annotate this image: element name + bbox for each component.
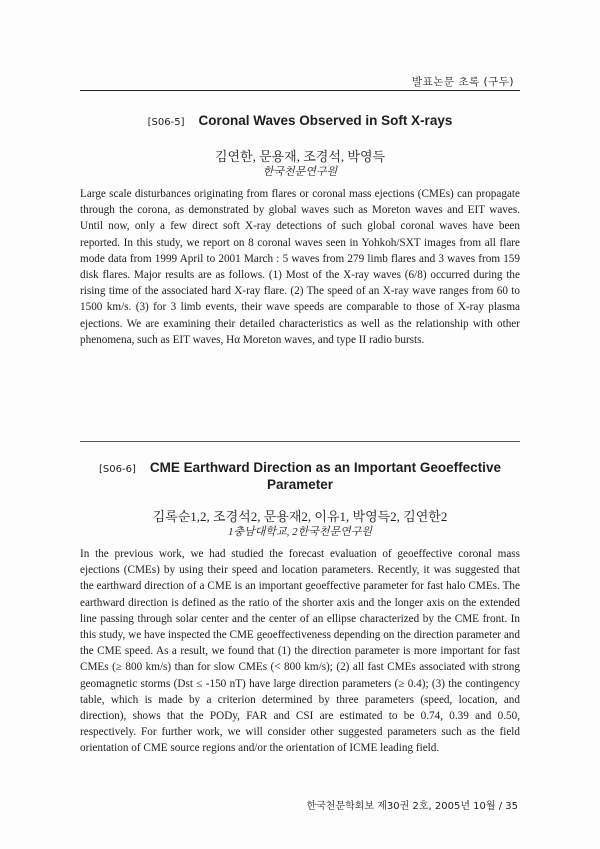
abstract-2-affiliation: 1충남대학교, 2한국천문연구원 (227, 526, 372, 538)
abstract-2-body: In the previous work, we had studied the forecast evaluation of geoeffective coronal mass ejections (CMEs) by using their speed and location parameters. Recently, it was suggested that the earthward direction of a CME is an important geoeffective parameter for fast halo CMEs. The earthward direction is defined as the ratio of the shorter axis and the longer axis on the extended line passing through solar center and the center of an ellipse characterized by the CME front. In this study, we have inspected the CME geoeffectiveness depending on the direction parameter and the CME speed. As a result, we found that (1) the direction parameter is more important for fast CMEs (≥ 800 km/s) than for slow CMEs (< 800 km/s); (2) all fast CMEs associated with strong geomagnetic storms (Dst ≤ -150 nT) have large direction parameters (≥ 0.4); (3) the contingency table, which is made by a criterion determined by three parameters (speed, location, and direction), shows that the PODy, FAR and CSI are estimated to be 0.74, 0.39 and 0.50, respectively. For further work, we will consider other suggested parameters such as the field orientation of CME source regions and/or the orientation of ICME leading field. (80, 548, 520, 755)
section-divider (80, 441, 520, 442)
abstract-2-authors: 김록순1,2, 조경석2, 문용재2, 이유1, 박영득2, 김연한2 (152, 509, 448, 524)
abstract-1-title: Coronal Waves Observed in Soft X-rays (198, 113, 453, 128)
abstract-2-title-line (80, 460, 520, 475)
abstract-1-affiliation: 한국천문연구원 (262, 166, 338, 178)
abstract-1-body: Large scale disturbances originating from flares or coronal mass ejections (CMEs) can propagate through the corona, as demonstrated by global waves such as Moreton waves and EIT waves. Until now, only a few direct soft X-ray detections of such global coronal waves have been reported. In this study, we report on 8 coronal waves seen in Yohkoh/SXT images from all flare mode data from 1999 April to 2001 March : 5 waves from 279 limb flares and 3 waves from 159 disk flares. Major results are as follows. (1) Most of the X-ray waves (6/8) occurred during the rising time of the associated hard X-ray flare. (2) The speed of an X-ray wave ranges from 60 to 1500 km/s. (3) for 3 limb events, their wave speeds are comparable to those of X-ray plasma ejections. We are examining their detailed characteristics as well as the relationship with other phenomena, such as EIT waves, Hα Moreton waves, and type II radio bursts. (80, 188, 520, 346)
footer-citation: 한국천문학회보 제30권 2호, 2005년 10월 / 35 (306, 801, 518, 812)
header-rule (80, 90, 520, 91)
abstract-1-code: [S06-5] (147, 117, 185, 128)
abstract-1-title-line (80, 113, 520, 128)
abstract-2-title-line-2: Parameter (266, 477, 334, 492)
abstract-2-title-line1: CME Earthward Direction as an Important Geoeffective (149, 460, 501, 475)
section-label: 발표논문 초록 (구두) (411, 76, 514, 88)
abstract-2-code: [S06-6] (99, 464, 136, 475)
abstract-1-authors: 김연한, 문용재, 조경석, 박영득 (214, 149, 386, 164)
